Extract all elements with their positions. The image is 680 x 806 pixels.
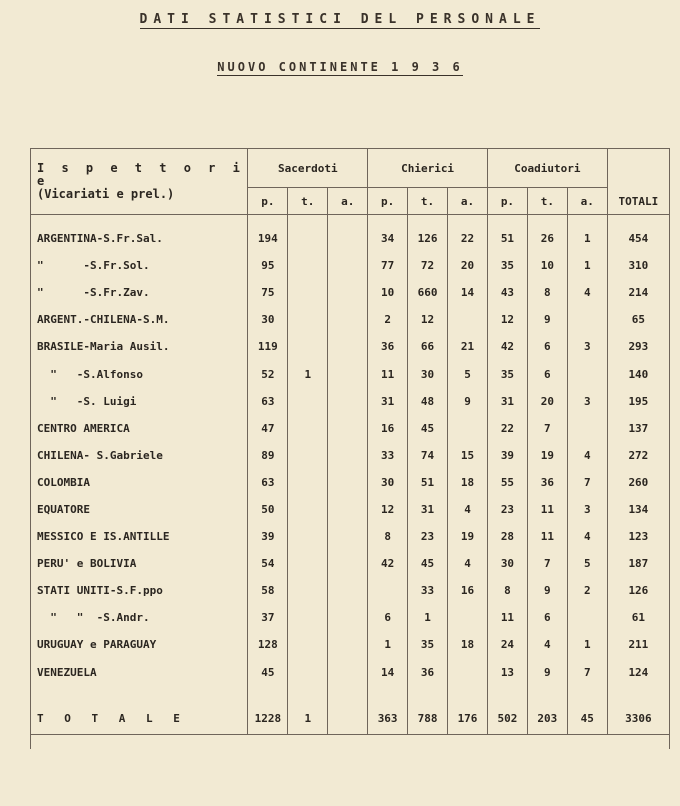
value-cell: 36	[368, 333, 408, 360]
ispettoria-name: " " -S.Andr.	[31, 604, 248, 631]
ispettorie-header-line2: (Vicariati e prel.)	[37, 187, 175, 201]
document-title	[0, 12, 680, 27]
value-cell: 35	[487, 252, 527, 279]
subheader-p: p.	[368, 188, 408, 215]
table-row	[31, 442, 670, 469]
value-cell: 19	[527, 442, 567, 469]
value-cell: 45	[408, 550, 448, 577]
subheader-a: a.	[567, 188, 607, 215]
value-cell: 48	[408, 388, 448, 415]
value-cell	[448, 306, 488, 333]
value-cell: 7	[527, 415, 567, 442]
chierici-header: Chierici	[368, 149, 488, 188]
value-cell: 8	[487, 577, 527, 604]
value-cell: 11	[487, 604, 527, 631]
document-subtitle-text: NUOVO CONTINENTE 1 9 3 6	[217, 60, 463, 74]
value-cell	[328, 388, 368, 415]
value-cell: 30	[487, 550, 527, 577]
value-cell: 11	[527, 523, 567, 550]
value-cell: 6	[527, 360, 567, 387]
table-row	[31, 279, 670, 306]
value-cell	[328, 252, 368, 279]
spacer-cell	[288, 686, 328, 704]
table-row	[31, 496, 670, 523]
value-cell	[368, 577, 408, 604]
value-cell: 16	[368, 415, 408, 442]
value-cell	[288, 333, 328, 360]
value-cell	[328, 415, 368, 442]
value-cell: 5	[567, 550, 607, 577]
spacer-cell	[487, 686, 527, 704]
value-cell: 1	[567, 631, 607, 658]
value-cell: 2	[567, 577, 607, 604]
value-cell: 19	[448, 523, 488, 550]
value-cell: 12	[368, 496, 408, 523]
total-cell: 137	[607, 415, 669, 442]
value-cell: 42	[487, 333, 527, 360]
value-cell: 788	[408, 704, 448, 735]
value-cell: 47	[248, 415, 288, 442]
value-cell	[328, 604, 368, 631]
value-cell	[288, 388, 328, 415]
value-cell	[567, 604, 607, 631]
value-cell: 128	[248, 631, 288, 658]
value-cell: 8	[368, 523, 408, 550]
total-cell: 260	[607, 469, 669, 496]
subheader-p: p.	[487, 188, 527, 215]
value-cell: 4	[527, 631, 567, 658]
table-row	[31, 333, 670, 360]
subheader-p: p.	[248, 188, 288, 215]
table-row	[31, 469, 670, 496]
total-cell: 293	[607, 333, 669, 360]
value-cell: 13	[487, 659, 527, 686]
value-cell	[288, 604, 328, 631]
value-cell: 15	[448, 442, 488, 469]
value-cell	[328, 469, 368, 496]
table-row	[31, 604, 670, 631]
value-cell	[288, 550, 328, 577]
value-cell: 9	[527, 659, 567, 686]
value-cell: 9	[527, 577, 567, 604]
table-row	[31, 306, 670, 333]
sacerdoti-header: Sacerdoti	[248, 149, 368, 188]
value-cell	[328, 550, 368, 577]
value-cell	[328, 704, 368, 735]
value-cell: 37	[248, 604, 288, 631]
total-cell: 123	[607, 523, 669, 550]
value-cell: 5	[448, 360, 488, 387]
ispettoria-name: PERU' e BOLIVIA	[31, 550, 248, 577]
value-cell: 95	[248, 252, 288, 279]
coadiutori-header: Coadiutori	[487, 149, 607, 188]
value-cell: 52	[248, 360, 288, 387]
value-cell	[288, 577, 328, 604]
document-title-text: DATI STATISTICI DEL PERSONALE	[139, 12, 541, 27]
total-cell: 61	[607, 604, 669, 631]
spacer-cell	[31, 686, 248, 704]
value-cell: 75	[248, 279, 288, 306]
value-cell	[328, 659, 368, 686]
value-cell: 4	[448, 496, 488, 523]
value-cell	[328, 306, 368, 333]
table-row	[31, 415, 670, 442]
value-cell: 51	[408, 469, 448, 496]
value-cell: 6	[527, 604, 567, 631]
value-cell: 6	[527, 333, 567, 360]
value-cell	[288, 523, 328, 550]
value-cell: 45	[567, 704, 607, 735]
total-cell: 124	[607, 659, 669, 686]
value-cell	[288, 631, 328, 658]
value-cell: 14	[368, 659, 408, 686]
value-cell: 10	[368, 279, 408, 306]
subheader-t: t.	[408, 188, 448, 215]
value-cell: 2	[368, 306, 408, 333]
value-cell: 34	[368, 215, 408, 253]
value-cell: 502	[487, 704, 527, 735]
ispettoria-name: MESSICO E IS.ANTILLE	[31, 523, 248, 550]
document-subtitle	[0, 60, 680, 74]
value-cell: 31	[487, 388, 527, 415]
value-cell: 20	[448, 252, 488, 279]
value-cell: 363	[368, 704, 408, 735]
value-cell	[567, 415, 607, 442]
subheader-a: a.	[328, 188, 368, 215]
value-cell: 203	[527, 704, 567, 735]
ispettoria-name: " -S.Fr.Zav.	[31, 279, 248, 306]
table-tail	[30, 735, 670, 749]
value-cell	[328, 360, 368, 387]
value-cell: 31	[408, 496, 448, 523]
value-cell	[288, 415, 328, 442]
table-row	[31, 523, 670, 550]
total-cell: 211	[607, 631, 669, 658]
value-cell: 16	[448, 577, 488, 604]
table-row	[31, 388, 670, 415]
table-row	[31, 550, 670, 577]
value-cell: 14	[448, 279, 488, 306]
value-cell	[328, 577, 368, 604]
value-cell: 43	[487, 279, 527, 306]
subheader-t: t.	[527, 188, 567, 215]
value-cell	[328, 523, 368, 550]
value-cell: 63	[248, 469, 288, 496]
value-cell: 35	[487, 360, 527, 387]
value-cell: 54	[248, 550, 288, 577]
value-cell	[567, 360, 607, 387]
value-cell: 55	[487, 469, 527, 496]
value-cell	[448, 415, 488, 442]
value-cell: 30	[408, 360, 448, 387]
value-cell	[288, 442, 328, 469]
value-cell	[448, 604, 488, 631]
value-cell: 39	[487, 442, 527, 469]
value-cell: 11	[368, 360, 408, 387]
total-cell: 454	[607, 215, 669, 253]
value-cell: 24	[487, 631, 527, 658]
total-cell: 195	[607, 388, 669, 415]
value-cell: 45	[408, 415, 448, 442]
value-cell: 18	[448, 469, 488, 496]
ispettoria-name: VENEZUELA	[31, 659, 248, 686]
spacer-cell	[368, 686, 408, 704]
value-cell: 7	[527, 550, 567, 577]
value-cell: 45	[248, 659, 288, 686]
table-row	[31, 631, 670, 658]
value-cell: 1228	[248, 704, 288, 735]
ispettorie-header-line1: I s p e t t o r i e	[37, 161, 245, 188]
value-cell: 3	[567, 496, 607, 523]
ispettoria-name: STATI UNITI-S.F.ppo	[31, 577, 248, 604]
value-cell	[288, 279, 328, 306]
value-cell: 1	[567, 215, 607, 253]
value-cell: 12	[487, 306, 527, 333]
statistics-table	[30, 148, 670, 735]
table-row	[31, 659, 670, 686]
ispettoria-name: CHILENA- S.Gabriele	[31, 442, 248, 469]
value-cell: 4	[448, 550, 488, 577]
spacer-row	[31, 686, 670, 704]
value-cell: 23	[408, 523, 448, 550]
value-cell: 11	[527, 496, 567, 523]
value-cell: 89	[248, 442, 288, 469]
ispettoria-name: " -S.Alfonso	[31, 360, 248, 387]
value-cell: 72	[408, 252, 448, 279]
value-cell: 36	[408, 659, 448, 686]
value-cell: 119	[248, 333, 288, 360]
value-cell	[288, 659, 328, 686]
value-cell: 77	[368, 252, 408, 279]
value-cell	[288, 469, 328, 496]
value-cell: 33	[408, 577, 448, 604]
spacer-cell	[527, 686, 567, 704]
value-cell	[328, 215, 368, 253]
value-cell	[288, 252, 328, 279]
ispettoria-name: ARGENT.-CHILENA-S.M.	[31, 306, 248, 333]
value-cell: 12	[408, 306, 448, 333]
table-body	[31, 215, 670, 735]
value-cell: 6	[368, 604, 408, 631]
ispettoria-name: " -S. Luigi	[31, 388, 248, 415]
value-cell: 3	[567, 333, 607, 360]
value-cell	[567, 306, 607, 333]
value-cell: 26	[527, 215, 567, 253]
value-cell: 18	[448, 631, 488, 658]
value-cell: 74	[408, 442, 448, 469]
value-cell: 30	[368, 469, 408, 496]
table-row	[31, 704, 670, 735]
table-row	[31, 360, 670, 387]
ispettoria-name: EQUATORE	[31, 496, 248, 523]
value-cell	[288, 306, 328, 333]
subheader-a: a.	[448, 188, 488, 215]
table-row	[31, 577, 670, 604]
spacer-cell	[448, 686, 488, 704]
value-cell: 63	[248, 388, 288, 415]
total-cell: 272	[607, 442, 669, 469]
value-cell: 1	[288, 360, 328, 387]
value-cell: 39	[248, 523, 288, 550]
ispettoria-name: ARGENTINA-S.Fr.Sal.	[31, 215, 248, 253]
table-row	[31, 215, 670, 253]
value-cell: 126	[408, 215, 448, 253]
value-cell: 33	[368, 442, 408, 469]
value-cell: 21	[448, 333, 488, 360]
value-cell: 9	[527, 306, 567, 333]
value-cell: 1	[408, 604, 448, 631]
spacer-cell	[248, 686, 288, 704]
value-cell: 1	[288, 704, 328, 735]
total-cell: 140	[607, 360, 669, 387]
value-cell: 42	[368, 550, 408, 577]
value-cell: 35	[408, 631, 448, 658]
subheader-t: t.	[288, 188, 328, 215]
total-cell: 214	[607, 279, 669, 306]
total-cell: 310	[607, 252, 669, 279]
value-cell: 22	[448, 215, 488, 253]
spacer-cell	[607, 686, 669, 704]
ispettorie-header	[31, 149, 248, 215]
value-cell: 36	[527, 469, 567, 496]
table-row	[31, 252, 670, 279]
total-cell: 187	[607, 550, 669, 577]
value-cell	[288, 215, 328, 253]
total-cell: 126	[607, 577, 669, 604]
value-cell: 28	[487, 523, 527, 550]
totali-header: TOTALI	[607, 149, 669, 215]
ispettoria-name: URUGUAY e PARAGUAY	[31, 631, 248, 658]
spacer-cell	[567, 686, 607, 704]
value-cell: 194	[248, 215, 288, 253]
value-cell: 3	[567, 388, 607, 415]
value-cell	[328, 496, 368, 523]
value-cell: 1	[368, 631, 408, 658]
ispettoria-name: T O T A L E	[31, 704, 248, 735]
total-cell: 65	[607, 306, 669, 333]
total-cell: 3306	[607, 704, 669, 735]
value-cell	[328, 333, 368, 360]
value-cell	[288, 496, 328, 523]
spacer-cell	[328, 686, 368, 704]
ispettoria-name: " -S.Fr.Sol.	[31, 252, 248, 279]
spacer-cell	[408, 686, 448, 704]
statistics-table-container	[30, 148, 670, 768]
value-cell: 8	[527, 279, 567, 306]
ispettoria-name: COLOMBIA	[31, 469, 248, 496]
value-cell	[328, 442, 368, 469]
value-cell: 176	[448, 704, 488, 735]
value-cell: 50	[248, 496, 288, 523]
value-cell: 10	[527, 252, 567, 279]
value-cell	[328, 279, 368, 306]
value-cell: 22	[487, 415, 527, 442]
value-cell: 58	[248, 577, 288, 604]
value-cell	[448, 659, 488, 686]
value-cell: 1	[567, 252, 607, 279]
value-cell: 9	[448, 388, 488, 415]
total-cell: 134	[607, 496, 669, 523]
value-cell: 31	[368, 388, 408, 415]
value-cell: 4	[567, 279, 607, 306]
value-cell: 23	[487, 496, 527, 523]
value-cell: 30	[248, 306, 288, 333]
ispettoria-name: CENTRO AMERICA	[31, 415, 248, 442]
value-cell: 66	[408, 333, 448, 360]
value-cell: 20	[527, 388, 567, 415]
value-cell: 4	[567, 442, 607, 469]
value-cell: 4	[567, 523, 607, 550]
value-cell: 51	[487, 215, 527, 253]
ispettoria-name: BRASILE-Maria Ausil.	[31, 333, 248, 360]
value-cell	[328, 631, 368, 658]
value-cell: 7	[567, 659, 607, 686]
value-cell: 7	[567, 469, 607, 496]
value-cell: 660	[408, 279, 448, 306]
